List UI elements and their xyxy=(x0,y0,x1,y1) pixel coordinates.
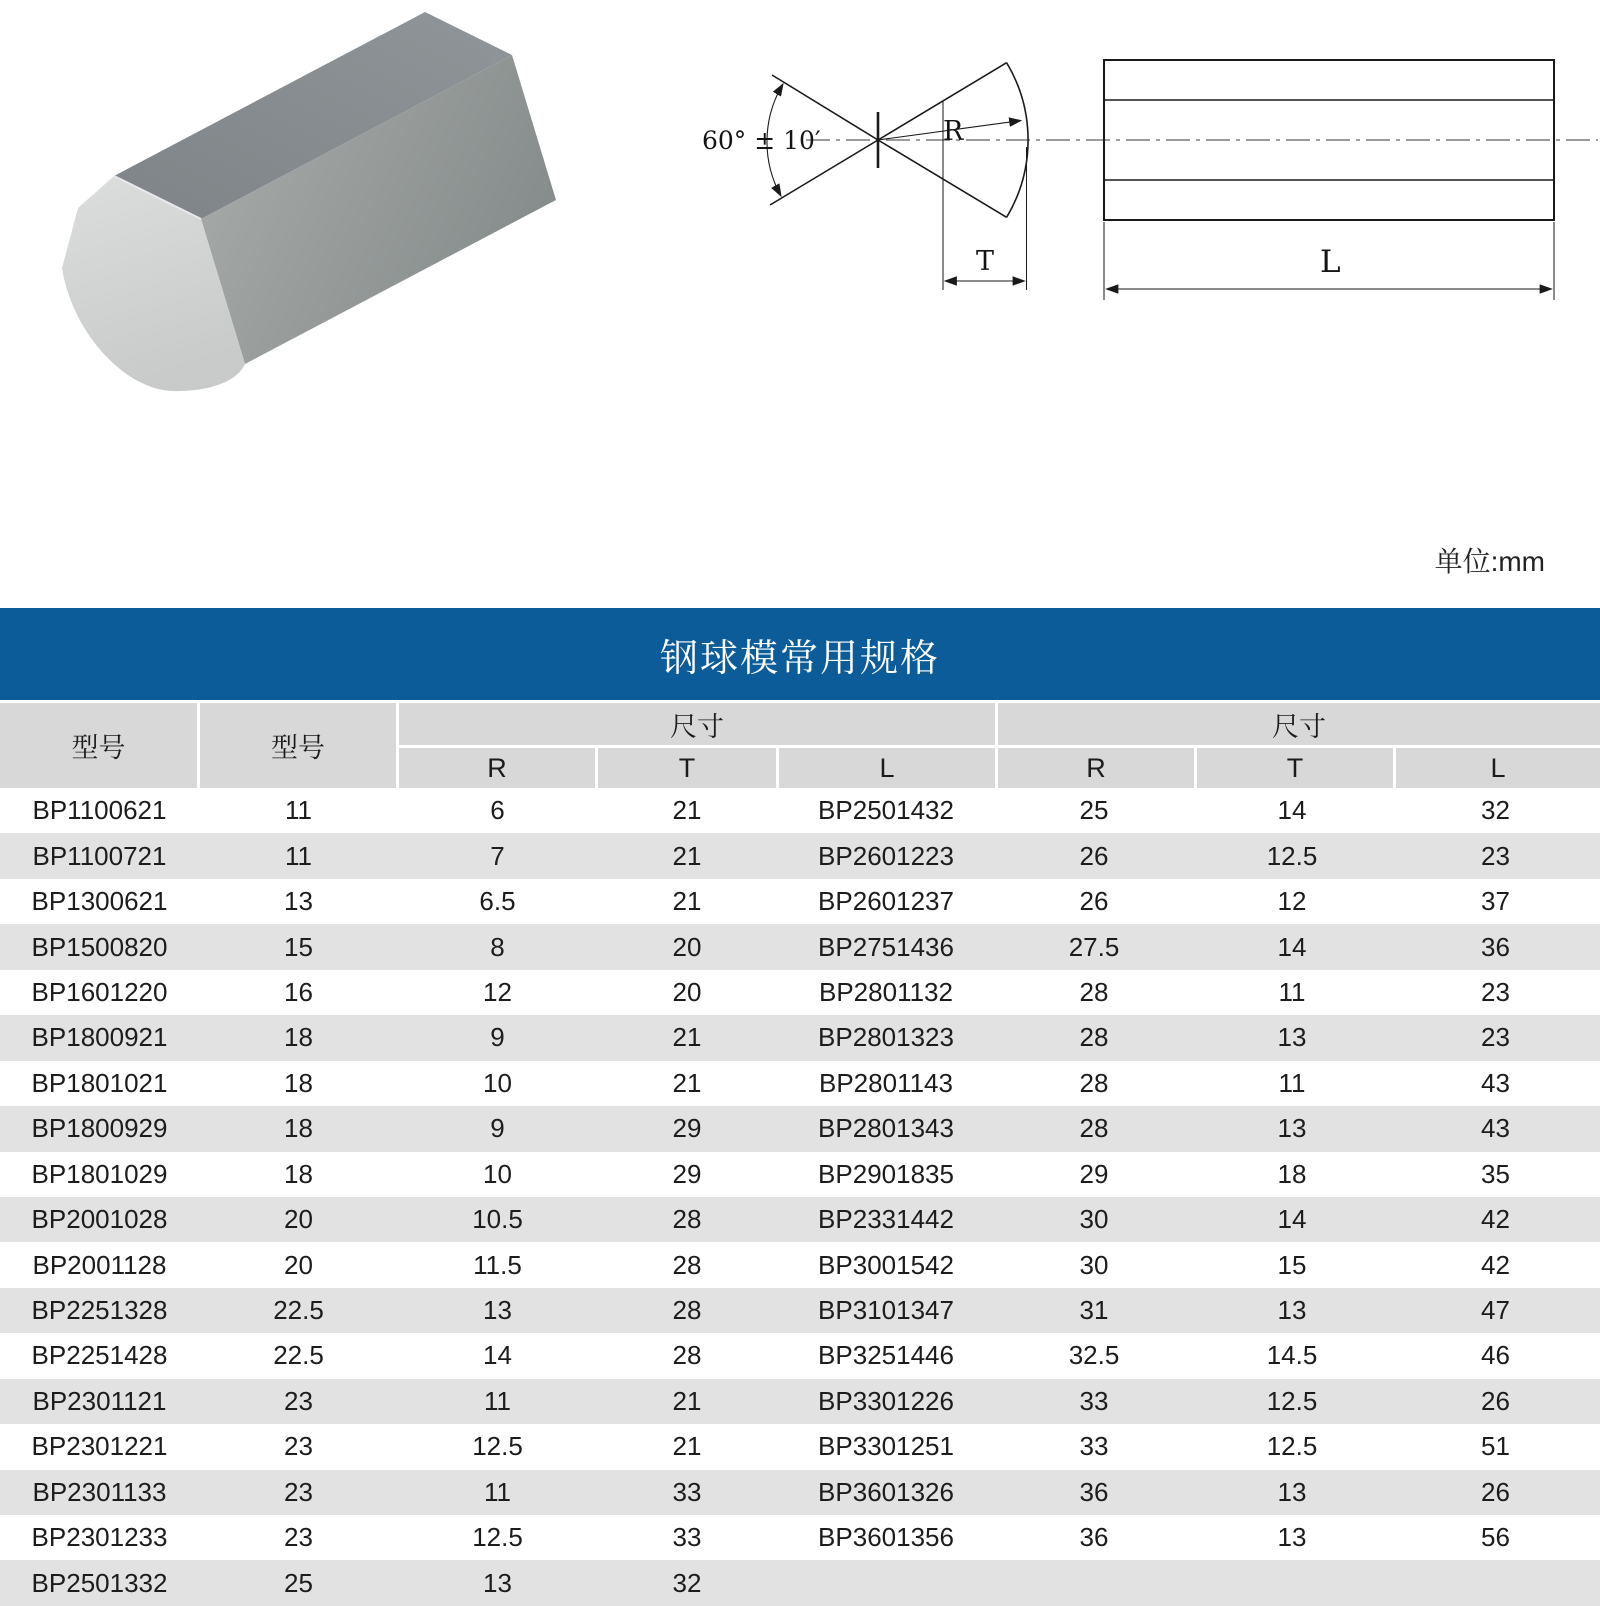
table-row xyxy=(0,924,1600,969)
table-header xyxy=(0,703,1600,788)
model-cell: BP2601223 xyxy=(818,840,954,871)
value-cell: 13 xyxy=(1277,1522,1307,1553)
table-row xyxy=(0,1106,1600,1151)
model-cell: BP2301121 xyxy=(32,1385,167,1416)
angle-label: 60° ± 10′ xyxy=(702,126,821,155)
value-cell: 46 xyxy=(1481,1340,1510,1371)
model-cell: BP3301226 xyxy=(818,1385,954,1416)
value-cell: 26 xyxy=(1481,1476,1510,1507)
model-cell: BP2301221 xyxy=(31,1431,168,1462)
value-cell: 14 xyxy=(1277,931,1307,962)
model-cell: BP3601356 xyxy=(818,1522,954,1553)
value-cell: 42 xyxy=(1481,1204,1510,1235)
value-cell: 23 xyxy=(284,1431,313,1462)
table-row xyxy=(0,1288,1600,1333)
table-row xyxy=(0,1379,1600,1424)
value-cell: 23 xyxy=(1481,840,1510,871)
value-cell: 28 xyxy=(672,1204,702,1235)
model-cell: BP1800921 xyxy=(31,1022,168,1053)
value-cell: 51 xyxy=(1481,1431,1510,1462)
model-cell: BP3251446 xyxy=(818,1340,954,1371)
value-cell: 42 xyxy=(1481,1249,1510,1280)
value-cell: 18 xyxy=(1277,1158,1307,1189)
value-cell: 33 xyxy=(672,1522,702,1553)
value-cell: 12 xyxy=(483,976,512,1007)
value-cell: 14.5 xyxy=(1266,1340,1318,1371)
size-header-left: 尺寸 xyxy=(399,703,995,745)
dim-header-t-right: T xyxy=(1197,748,1393,788)
thickness-label: T xyxy=(976,246,995,277)
table-row xyxy=(0,1515,1600,1560)
model-cell: BP1500820 xyxy=(31,931,168,962)
table-row xyxy=(0,1197,1600,1242)
table-title: 钢球模常用规格 xyxy=(659,637,940,680)
value-cell: 11 xyxy=(285,840,312,871)
value-cell: 12.5 xyxy=(1266,840,1318,871)
value-cell: 12.5 xyxy=(1266,1385,1318,1416)
value-cell: 21 xyxy=(672,1385,702,1416)
value-cell: 9 xyxy=(490,1022,505,1053)
value-cell: 36 xyxy=(1079,1476,1109,1507)
value-cell: 14 xyxy=(1277,1204,1307,1235)
value-cell: 33 xyxy=(1079,1385,1109,1416)
model-cell: BP1801029 xyxy=(31,1158,168,1189)
value-cell: 21 xyxy=(672,1022,702,1053)
model-cell: BP2801323 xyxy=(818,1022,954,1053)
model-cell: BP2251328 xyxy=(31,1295,168,1326)
table-row xyxy=(0,833,1600,878)
table-row xyxy=(0,1242,1600,1287)
value-cell: 28 xyxy=(1079,1022,1109,1053)
value-cell: 13 xyxy=(284,886,313,917)
value-cell: 11 xyxy=(285,795,312,826)
value-cell: 18 xyxy=(284,1067,313,1098)
model-cell: BP1100621 xyxy=(32,795,167,826)
value-cell xyxy=(1193,1560,1391,1605)
value-cell: 12.5 xyxy=(472,1431,523,1462)
model-cell: BP2801343 xyxy=(818,1113,954,1144)
value-cell: 23 xyxy=(284,1385,313,1416)
dim-header-l-left: L xyxy=(779,748,995,788)
value-cell: 13 xyxy=(1277,1113,1307,1144)
value-cell: 30 xyxy=(1079,1249,1109,1280)
length-label: L xyxy=(1320,244,1341,280)
dim-header-t-left: T xyxy=(598,748,776,788)
model-cell: BP3001542 xyxy=(818,1249,954,1280)
value-cell: 28 xyxy=(672,1340,702,1371)
model-cell: BP2301233 xyxy=(31,1522,168,1553)
value-cell: 10.5 xyxy=(472,1204,523,1235)
model-cell: BP2331442 xyxy=(818,1204,954,1235)
value-cell: 12 xyxy=(1277,886,1307,917)
model-cell: BP2801143 xyxy=(819,1067,953,1098)
model-cell: BP1800929 xyxy=(31,1113,168,1144)
value-cell: 23 xyxy=(1481,1022,1510,1053)
dim-header-r-left: R xyxy=(399,748,595,788)
model-header-left: 型号 xyxy=(0,703,197,788)
model-cell: BP1300621 xyxy=(31,886,168,917)
value-cell: 21 xyxy=(672,795,702,826)
value-cell: 26 xyxy=(1079,886,1109,917)
value-cell: 29 xyxy=(1079,1158,1109,1189)
value-cell xyxy=(995,1560,1193,1605)
value-cell: 9 xyxy=(490,1113,505,1144)
value-cell: 28 xyxy=(672,1295,702,1326)
value-cell: 26 xyxy=(1079,840,1109,871)
cone-line-lower-right xyxy=(878,140,1007,217)
table-row xyxy=(0,1061,1600,1106)
value-cell: 13 xyxy=(1277,1295,1307,1326)
spec-table xyxy=(0,608,1600,1606)
value-cell: 21 xyxy=(672,886,702,917)
value-cell: 13 xyxy=(1277,1022,1307,1053)
value-cell: 22.5 xyxy=(273,1340,324,1371)
value-cell: 11 xyxy=(484,1476,511,1507)
value-cell: 23 xyxy=(284,1476,313,1507)
value-cell: 32.5 xyxy=(1068,1340,1120,1371)
model-cell: BP2501432 xyxy=(818,795,954,826)
table-row xyxy=(0,1424,1600,1469)
table-row xyxy=(0,970,1600,1015)
value-cell: 29 xyxy=(672,1113,702,1144)
model-cell: BP2501332 xyxy=(31,1567,168,1598)
value-cell: 21 xyxy=(672,1067,702,1098)
model-cell: BP3601326 xyxy=(818,1476,954,1507)
value-cell: 10 xyxy=(483,1158,512,1189)
value-cell: 36 xyxy=(1481,931,1510,962)
value-cell: 20 xyxy=(672,931,702,962)
model-cell: BP1801021 xyxy=(31,1067,168,1098)
value-cell: 47 xyxy=(1481,1295,1510,1326)
hero-drawings xyxy=(0,0,1600,430)
value-cell: 28 xyxy=(1079,1067,1109,1098)
value-cell: 13 xyxy=(483,1295,512,1326)
value-cell: 29 xyxy=(672,1158,702,1189)
value-cell: 30 xyxy=(1079,1204,1109,1235)
model-cell xyxy=(777,1560,995,1605)
value-cell: 35 xyxy=(1481,1158,1510,1189)
value-cell: 33 xyxy=(672,1476,702,1507)
model-cell: BP2301133 xyxy=(32,1476,167,1507)
value-cell: 32 xyxy=(672,1567,702,1598)
size-header-right: 尺寸 xyxy=(998,703,1600,745)
value-cell: 15 xyxy=(284,931,313,962)
value-cell: 20 xyxy=(284,1249,313,1280)
value-cell: 7 xyxy=(490,840,505,871)
model-cell: BP2001028 xyxy=(31,1204,168,1235)
value-cell: 13 xyxy=(1277,1476,1307,1507)
model-cell: BP2001128 xyxy=(32,1249,167,1280)
value-cell: 11.5 xyxy=(473,1249,522,1280)
value-cell: 23 xyxy=(1481,976,1510,1007)
model-cell: BP2601237 xyxy=(818,886,954,917)
value-cell: 12.5 xyxy=(472,1522,523,1553)
value-cell: 13 xyxy=(483,1567,512,1598)
value-cell: 20 xyxy=(284,1204,313,1235)
value-cell: 28 xyxy=(1079,976,1109,1007)
model-cell: BP1601220 xyxy=(31,976,168,1007)
model-cell: BP2251428 xyxy=(31,1340,168,1371)
value-cell: 11 xyxy=(1278,1067,1306,1098)
product-photo xyxy=(62,12,556,391)
value-cell: 8 xyxy=(490,931,505,962)
model-cell: BP3101347 xyxy=(818,1295,954,1326)
model-cell: BP2901835 xyxy=(818,1158,954,1189)
model-cell: BP1100721 xyxy=(32,840,167,871)
radius-label: R xyxy=(943,116,964,147)
table-body xyxy=(0,788,1600,1606)
value-cell: 28 xyxy=(672,1249,702,1280)
value-cell: 6 xyxy=(490,795,505,826)
dim-header-l-right: L xyxy=(1396,748,1600,788)
value-cell: 43 xyxy=(1481,1067,1510,1098)
value-cell xyxy=(1391,1560,1600,1605)
model-cell: BP2751436 xyxy=(818,931,954,962)
table-row xyxy=(0,1015,1600,1060)
table-row xyxy=(0,1333,1600,1378)
value-cell: 27.5 xyxy=(1068,931,1120,962)
value-cell: 26 xyxy=(1481,1385,1510,1416)
table-row xyxy=(0,788,1600,833)
model-cell: BP3301251 xyxy=(818,1431,954,1462)
value-cell: 16 xyxy=(284,976,313,1007)
value-cell: 23 xyxy=(284,1522,313,1553)
table-row xyxy=(0,1470,1600,1515)
value-cell: 33 xyxy=(1079,1431,1109,1462)
value-cell: 28 xyxy=(1079,1113,1109,1144)
value-cell: 21 xyxy=(672,840,702,871)
dim-header-r-right: R xyxy=(998,748,1194,788)
model-header-right: 型号 xyxy=(200,703,396,788)
value-cell: 11 xyxy=(484,1385,511,1416)
value-cell: 10 xyxy=(483,1067,512,1098)
value-cell: 37 xyxy=(1481,886,1510,917)
value-cell: 14 xyxy=(483,1340,512,1371)
value-cell: 18 xyxy=(284,1022,313,1053)
value-cell: 6.5 xyxy=(479,886,516,917)
value-cell: 43 xyxy=(1481,1113,1510,1144)
value-cell: 15 xyxy=(1277,1249,1307,1280)
value-cell: 18 xyxy=(284,1158,313,1189)
table-row xyxy=(0,1152,1600,1197)
value-cell: 25 xyxy=(1079,795,1109,826)
table-row xyxy=(0,1560,1600,1605)
model-cell: BP2801132 xyxy=(819,976,953,1007)
table-row xyxy=(0,879,1600,924)
table-title-bar xyxy=(0,608,1600,700)
value-cell: 20 xyxy=(672,976,702,1007)
value-cell: 18 xyxy=(284,1113,313,1144)
value-cell: 11 xyxy=(1278,976,1306,1007)
value-cell: 31 xyxy=(1079,1295,1109,1326)
value-cell: 56 xyxy=(1481,1522,1510,1553)
value-cell: 14 xyxy=(1277,795,1307,826)
value-cell: 32 xyxy=(1481,795,1510,826)
unit-label: 单位:mm xyxy=(1434,546,1545,577)
value-cell: 21 xyxy=(672,1431,702,1462)
value-cell: 25 xyxy=(284,1567,313,1598)
value-cell: 36 xyxy=(1079,1522,1109,1553)
value-cell: 12.5 xyxy=(1266,1431,1318,1462)
value-cell: 22.5 xyxy=(273,1295,324,1326)
